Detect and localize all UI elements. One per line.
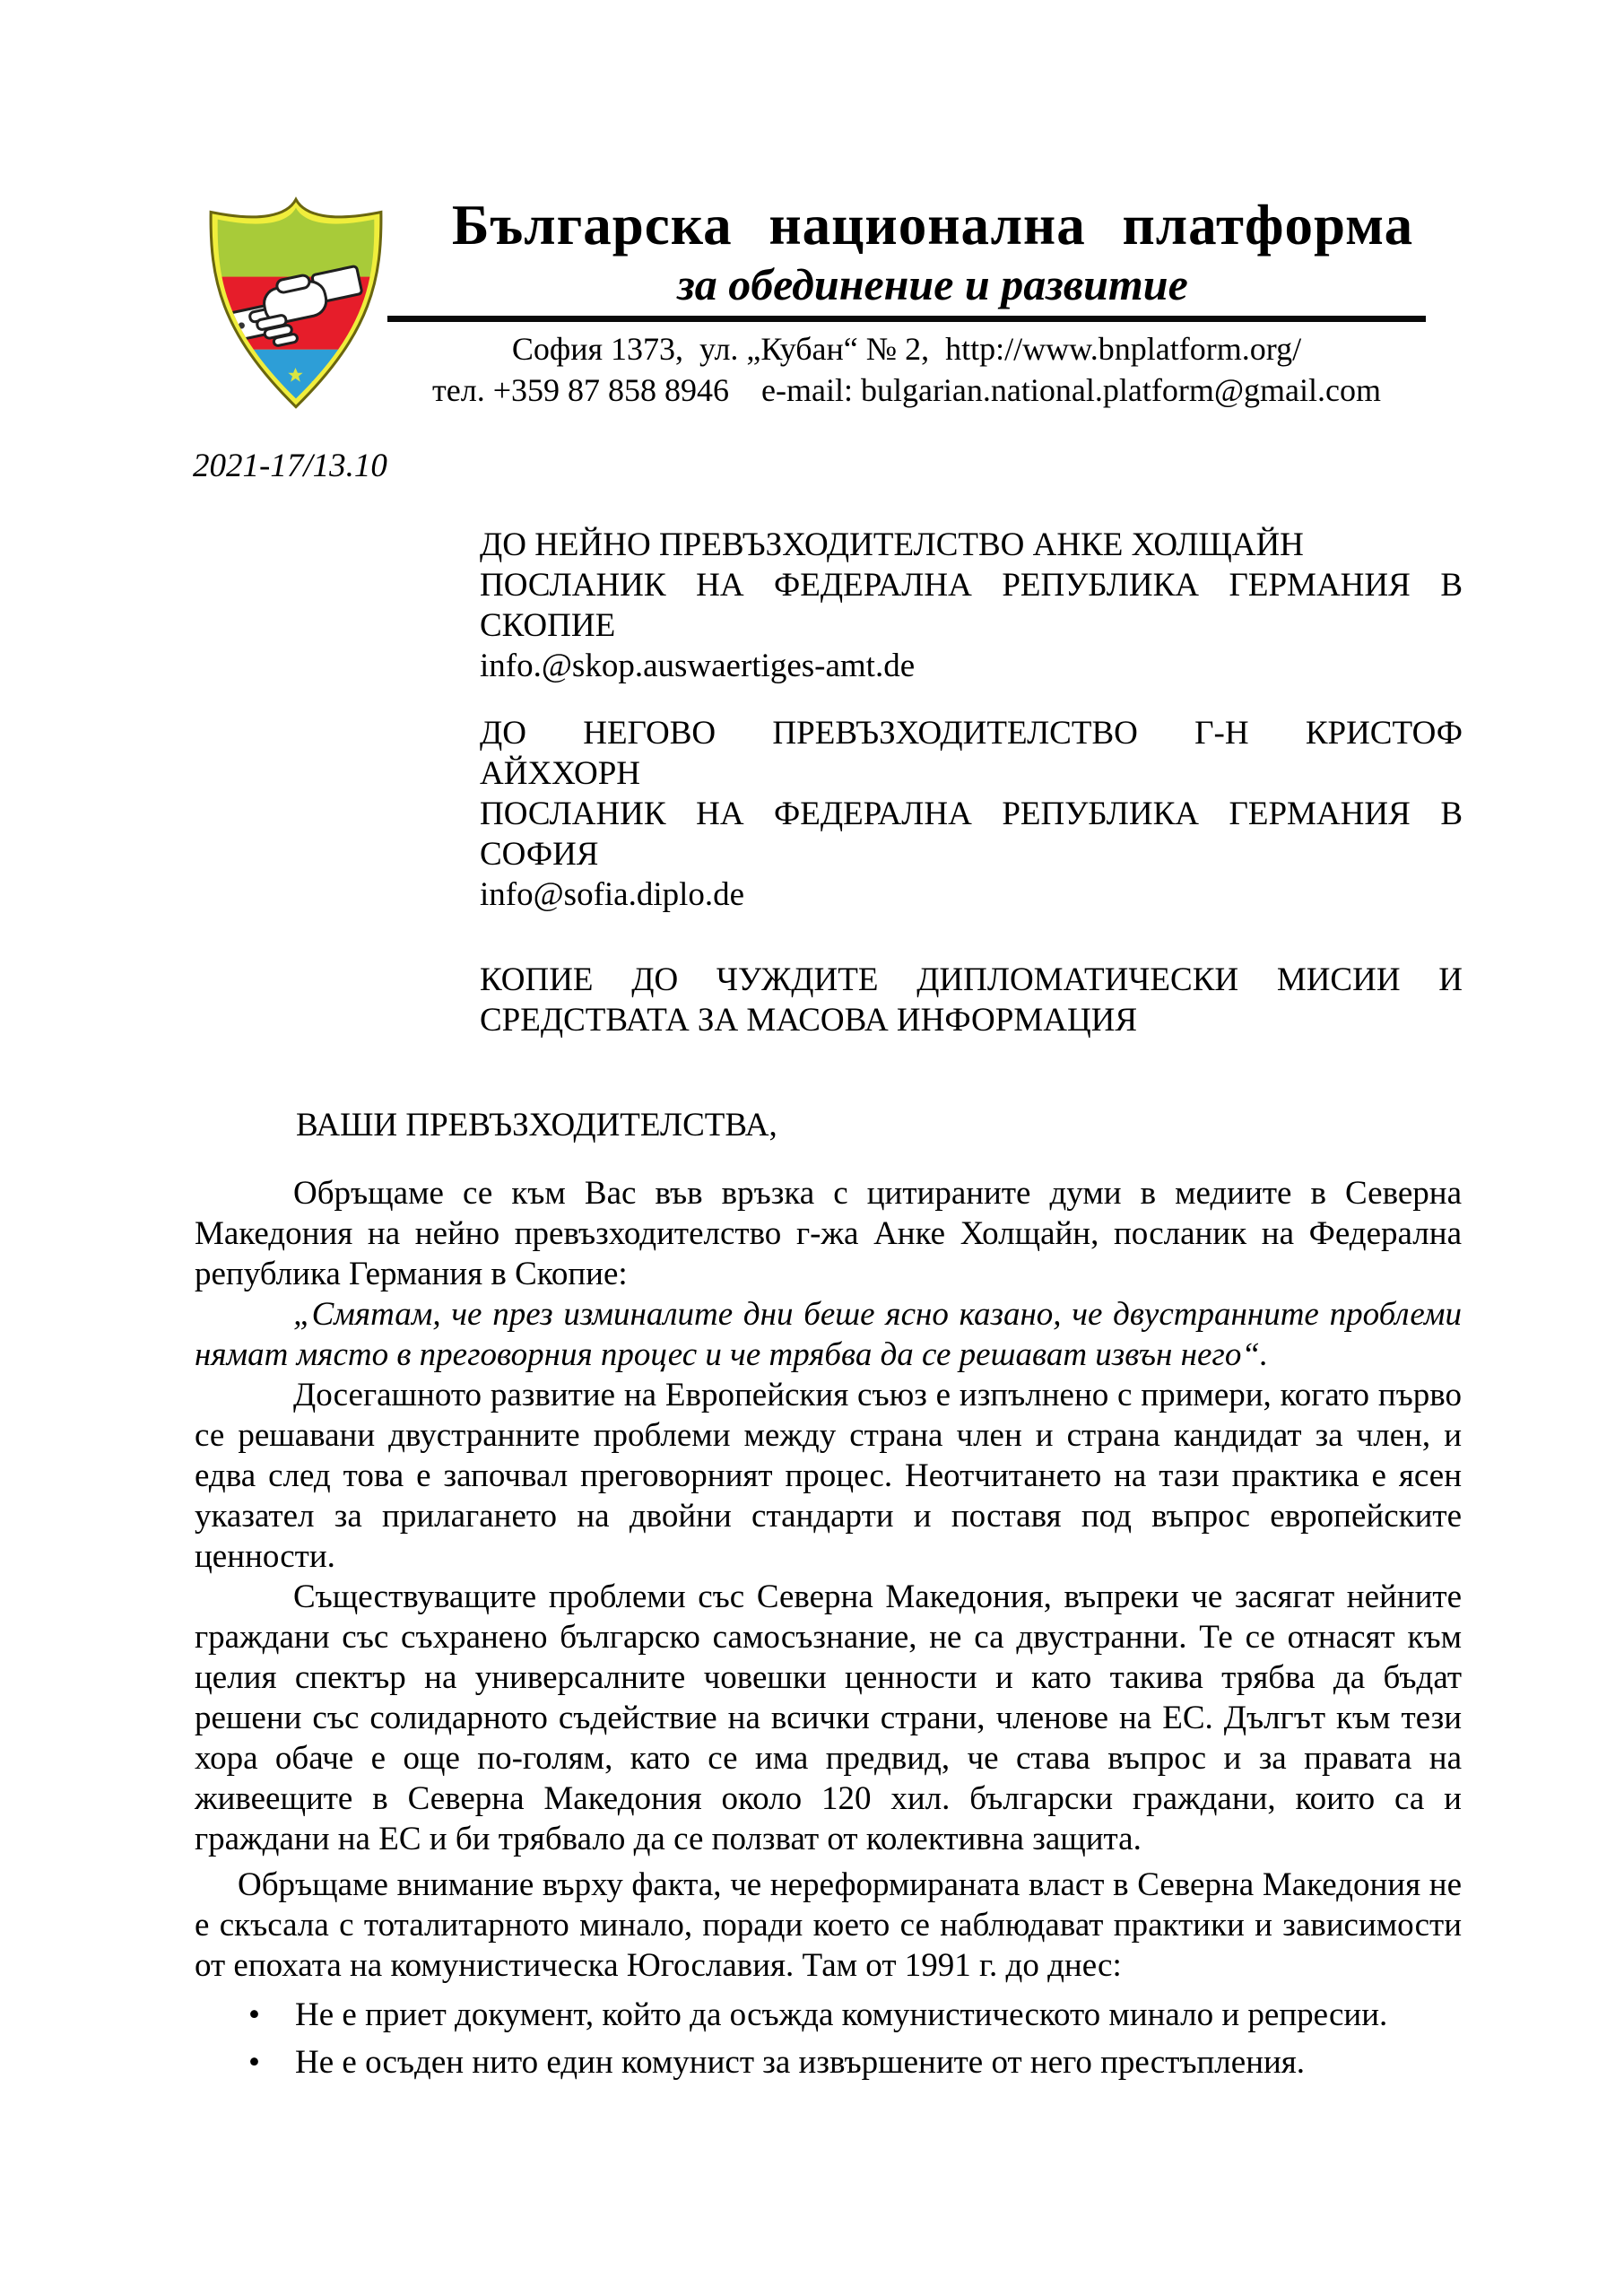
recipient-skopje (480, 525, 1463, 686)
quote-paragraph: „Смятам, че през изминалите дни беше ясно казано, че двустранните проблеми нямат място в преговорния процес и че трябва да се решават извън него“. (195, 1296, 1462, 1373)
org-address: София 1373, ул. „Кубан“ № 2, http://www.bnplatform.org/ (511, 331, 1302, 367)
org-subtitle: за обединение и развитие (677, 259, 1188, 310)
recipient-line: СКОПИЕ (480, 607, 616, 644)
recipient-sofia (480, 713, 1463, 915)
bullet-item: • Не е приет документ, който да осъжда комунистическото минало и репресии. (248, 1995, 1462, 2035)
paragraph: Досегашното развитие на Европейския съюз е изпълнено с примери, когато първо се решавани двустранните проблеми между страна член и страна кандидат за член, и едва след това е започвал преговорният процес. Неотчитането на тази практика е ясен указател за прилагането на двойни стандарти и поставя под въпрос европейските ценности. (195, 1377, 1462, 1575)
recipient-line: АЙХХОРН (480, 755, 641, 792)
salutation: ВАШИ ПРЕВЪЗХОДИТЕЛСТВА, (296, 1107, 777, 1144)
recipient-line: ПОСЛАНИК НА ФЕДЕРАЛНА РЕПУБЛИКА ГЕРМАНИЯ В (480, 567, 1463, 604)
shield-logo (203, 194, 389, 413)
org-name: Българска национална платформа (451, 194, 1414, 257)
org-contact: тел. +359 87 858 8946 e-mail: bulgarian.national.platform@gmail.com (432, 372, 1381, 408)
paragraph: Съществуващите проблеми със Северна Македония, въпреки че засягат нейните граждани със съхранено българско самосъзнание, не са двустранни. Те се отнасят към целия спектър на универсалните човешки ценности и като такива трябва да бъдат решени със солидарното съдействие на всички страни, членове на ЕС. Дългът към тези хора обаче е още по-голям, като се има предвид, че става въпрос и за правата на живеещите в Северна Македония около 120 хил. български граждани, които са и граждани на ЕС и би трябвало да се ползват от колективна защита. (195, 1578, 1462, 1857)
letter-body (195, 1173, 1462, 2083)
recipient-line: ДО НЕЙНО ПРЕВЪЗХОДИТЕЛСТВО АНКЕ ХОЛЩАЙН (480, 526, 1304, 563)
paragraph: Обръщаме се към Вас във връзка с цитираните думи в медиите в Северна Македония на нейно превъзходителство г-жа Анке Холщайн, посланик на Федерална република Германия в Скопие: (195, 1175, 1462, 1292)
paragraph: Обръщаме внимание върху факта, че нереформираната власт в Северна Македония не е скъсала с тоталитарното минало, поради което се наблюдават практики и зависимости от епохата на комунистическа Югославия. Там от 1991 г. до днес: (195, 1866, 1462, 1984)
reference-number: 2021-17/13.10 (193, 448, 387, 484)
recipients (480, 525, 1463, 1067)
recipient-line: СРЕДСТВАТА ЗА МАСОВА ИНФОРМАЦИЯ (480, 1002, 1138, 1039)
org-logo (203, 194, 389, 413)
recipient-copy (480, 960, 1463, 1040)
recipient-email: info@sofia.diplo.de (480, 876, 745, 913)
bullet-list (248, 1995, 1462, 2083)
recipient-line: ДО НЕГОВО ПРЕВЪЗХОДИТЕЛСТВО Г-Н КРИСТОФ (480, 715, 1463, 752)
bullet-item: • Не е осъден нито един комунист за извършените от него престъпления. (248, 2042, 1462, 2083)
recipient-email: info.@skop.auswaertiges-amt.de (480, 648, 916, 684)
recipient-line: КОПИЕ ДО ЧУЖДИТЕ ДИПЛОМАТИЧЕСКИ МИСИИ И (480, 961, 1463, 998)
masthead (421, 196, 1444, 310)
recipient-line: СОФИЯ (480, 836, 599, 873)
header-divider (387, 316, 1426, 322)
recipient-line: ПОСЛАНИК НА ФЕДЕРАЛНА РЕПУБЛИКА ГЕРМАНИЯ В (480, 796, 1463, 832)
